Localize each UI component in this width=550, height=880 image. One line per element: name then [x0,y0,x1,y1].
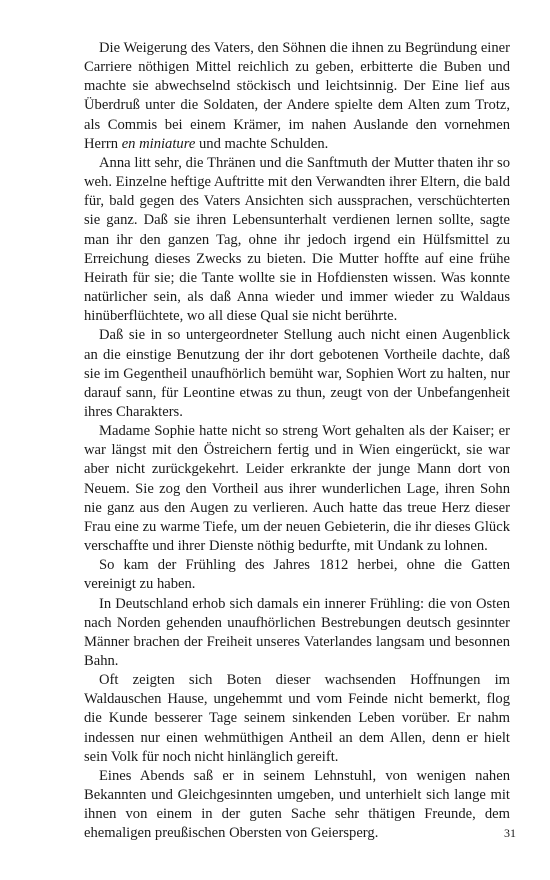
text-run: Anna litt sehr, die Thränen und die Sanftmuth der Mutter thaten ihr so weh. Einzelne heftige Auftritte mit den Verwandten ihrer Eltern, die bald für, bald gegen des Vaters Ansichten sich aussprachen, verschüchterten sie ganz. Daß sie ihren Lebensunterhalt verdienen lernen sollte, sagte man ihr den ganzen Tag, ohne ihr jedoch irgend ein Hülfsmittel zu Erreichung dieses Zwecks zu bieten. Die Mutter hoffte auf eine frühe Heirath für sie; die Tante wollte sie in Hofdiensten wissen. Was konnte natürlicher sein, als daß Anna wieder und immer wieder zu Waldaus hinüberflüchtete, wo all diese Qual sie nicht berührte. [84,154,510,325]
paragraph [84,595,510,672]
text-run: und machte Schulden. [195,135,329,152]
text-run: Daß sie in so untergeordneter Stellung auch nicht einen Augenblick an die einstige Benutzung der ihr dort gebotenen Vortheile dachte, daß sie im Gegentheil unaufhörlich bemüht war, Sophien Wort zu halten, nur darauf sann, für Leontine etwas zu thun, zeugt von der Unbefangenheit ihres Charakters. [84,327,510,420]
paragraph [84,671,510,767]
page-number: 31 [504,826,516,840]
text-run: Oft zeigten sich Boten dieser wachsenden Hoffnungen im Waldauschen Hause, ungehemmt und vom Feinde nicht bemerkt, flog die Kunde besserer Tage seinem sinkenden Leben vorüber. Er nahm indessen nur einen wehmüthigen Antheil an dem Allen, denn er hielt sein Volk für noch nicht hinlänglich gereift. [84,672,510,765]
text-run: Eines Abends saß er in seinem Lehnstuhl, von wenigen nahen Bekannten und Gleichgesinnten umgeben, und unterhielt sich lange mit ihnen von einem in der guten Sache sehr thätigen Freunde, dem ehemaligen preußischen Obersten von Geiersperg. [84,767,510,842]
text-run: So kam der Frühling des Jahres 1812 herbei, ohne die Gatten vereinigt zu haben. [84,557,510,593]
paragraph [84,556,510,594]
body-text [84,39,510,844]
italic-text-run: en miniature [121,135,196,152]
text-run: Die Weigerung des Vaters, den Söhnen die ihnen zu Begründung einer Carriere nöthigen Mittel reichlich zu geben, erbitterte die Buben und machte sie abwechselnd stöckisch und leichtsinnig. Der Eine lief aus Überdruß unter die Soldaten, der Andere spielte dem Alten zum Trotz, als Commis bei einem Krämer, im nahen Auslande den vornehmen Herrn [84,40,510,152]
paragraph [84,422,510,556]
paragraph [84,767,510,844]
paragraph [84,39,510,154]
text-run: In Deutschland erhob sich damals ein innerer Frühling: die von Osten nach Norden gehenden unaufhörlichen Bestrebungen deutsch gesinnter Männer brachen der Freiheit unseres Vaterlandes langsam und besonnen Bahn. [84,595,510,669]
paragraph [84,326,510,422]
paragraph [84,154,510,326]
text-run: Madame Sophie hatte nicht so streng Wort gehalten als der Kaiser; er war längst mit den Östreichern fertig und in Wien eingerückt, sie war aber nicht zurückgekehrt. Leider erkrankte der junge Mann dort von Neuem. Sie zog den Vortheil aus ihrer wunderlichen Lage, ihren Sohn nie ganz aus den Augen zu verlieren. Auch hatte das treue Herz dieser Frau eine zu warme Tiefe, um der neuen Gebieterin, die ihr dieses Glück verschaffte und ihrer Dienste nöthig bedurfte, mit Undank zu lohnen. [84,423,510,555]
